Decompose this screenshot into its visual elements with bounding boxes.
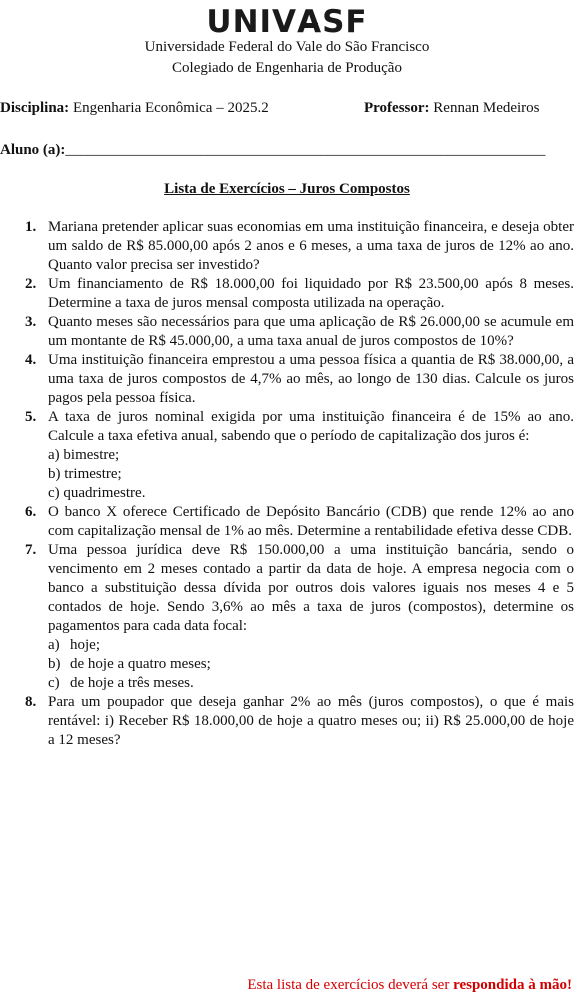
exercise-text: Uma pessoa jurídica deve R$ 150.000,00 a uma instituição bancária, sendo o vencimento em 2 meses contado a partir da data de hoje. A empresa negocia com o banco a substituição dessa dívida por outros dois valores iguais nos meses 4 e 5 contados de hoje. Sendo 3,6% ao mês a taxa de juros (compostos), determine os pagamentos para cada data focal:	[48, 542, 574, 634]
sub-item: c) quadrimestre.	[48, 485, 146, 501]
exercise-item	[0, 503, 574, 541]
sub-item	[48, 674, 574, 693]
professor-value: Rennan Medeiros	[433, 100, 540, 116]
exercise-item	[0, 541, 574, 693]
exercise-text: A taxa de juros nominal exigida por uma instituição financeira é de 15% ao ano. Calcule a taxa efetiva anual, sabendo que o período de capitalização dos juros é:	[48, 409, 574, 444]
student-line	[0, 141, 545, 160]
exercise-text: O banco X oferece Certificado de Depósito Bancário (CDB) que rende 12% ao ano com capitalização mensal de 1% ao mês. Determine a rentabilidade efetiva desse CDB.	[48, 504, 574, 539]
department-name: Colegiado de Engenharia de Produção	[172, 60, 402, 76]
exercise-text: Para um poupador que deseja ganhar 2% ao mês (juros compostos), o que é mais rentável: i) Receber R$ 18.000,00 de hoje a quatro meses ou; ii) R$ 25.000,00 de hoje a 12 meses?	[48, 694, 574, 748]
discipline-value: Engenharia Econômica – 2025.2	[72, 100, 269, 116]
handwritten-answer-notice	[247, 976, 572, 995]
exercise-item	[0, 313, 574, 351]
notice-text: Esta lista de exercícios deverá ser	[247, 977, 454, 993]
exercise-text: Um financiamento de R$ 18.000,00 foi liquidado por R$ 23.500,00 após 8 meses. Determine a taxa de juros mensal composta utilizada na operação.	[48, 276, 574, 311]
sub-item-text: de hoje a três meses.	[70, 675, 194, 691]
sub-item: a) bimestre;	[48, 447, 120, 463]
exercise-text: Uma instituição financeira emprestou a uma pessoa física a quantia de R$ 38.000,00, a uma taxa de juros compostos de 4,7% ao mês, ao longo de 130 dias. Calcule os juros pagos pela pessoa física.	[48, 352, 574, 406]
discipline-line	[0, 99, 269, 118]
discipline-label: Disciplina:	[0, 100, 70, 116]
sub-item	[48, 655, 574, 674]
sub-item: b) trimestre;	[48, 466, 122, 482]
exercise-number: 2.	[25, 276, 37, 292]
exercise-text: Quanto meses são necessários para que uma aplicação de R$ 26.000,00 se acumule em um montante de R$ 45.000,00, a uma taxa anual de juros compostos de 10%?	[48, 314, 574, 349]
professor-label: Professor:	[364, 100, 430, 116]
exercise-item	[0, 693, 574, 750]
exercise-number: 8.	[25, 694, 37, 710]
exercise-item	[0, 275, 574, 313]
sub-item-label: c)	[48, 675, 60, 691]
sub-item	[48, 636, 574, 655]
student-blank: ________________________________________________________________	[65, 142, 546, 158]
exercise-item	[0, 408, 574, 503]
sub-item-text: hoje;	[70, 637, 100, 653]
univasf-logo: UNIVASF	[206, 4, 368, 40]
professor-line	[364, 99, 540, 118]
exercise-list-title: Lista de Exercícios – Juros Compostos	[164, 181, 410, 197]
sub-item-label: b)	[48, 656, 61, 672]
exercise-number: 1.	[25, 219, 37, 235]
sub-item-label: a)	[48, 637, 60, 653]
notice-emphasis: respondida à mão!	[453, 977, 572, 993]
exercise-list	[0, 218, 574, 750]
exercise-text: Mariana pretender aplicar suas economias em uma instituição financeira, e deseja obter um saldo de R$ 85.000,00 após 2 anos e 6 meses, a uma taxa de juros de 12% ao ano. Quanto valor precisa ser investido?	[48, 219, 574, 273]
exercise-item	[0, 218, 574, 275]
exercise-number: 3.	[25, 314, 37, 330]
university-name: Universidade Federal do Vale do São Francisco	[144, 39, 430, 55]
sub-item-text: de hoje a quatro meses;	[70, 656, 211, 672]
exercise-item	[0, 351, 574, 408]
exercise-number: 5.	[25, 409, 37, 425]
exercise-number: 7.	[25, 542, 37, 558]
student-label: Aluno (a):________________________________________________________________	[0, 142, 546, 158]
exercise-number: 4.	[25, 352, 37, 368]
exercise-number: 6.	[25, 504, 37, 520]
